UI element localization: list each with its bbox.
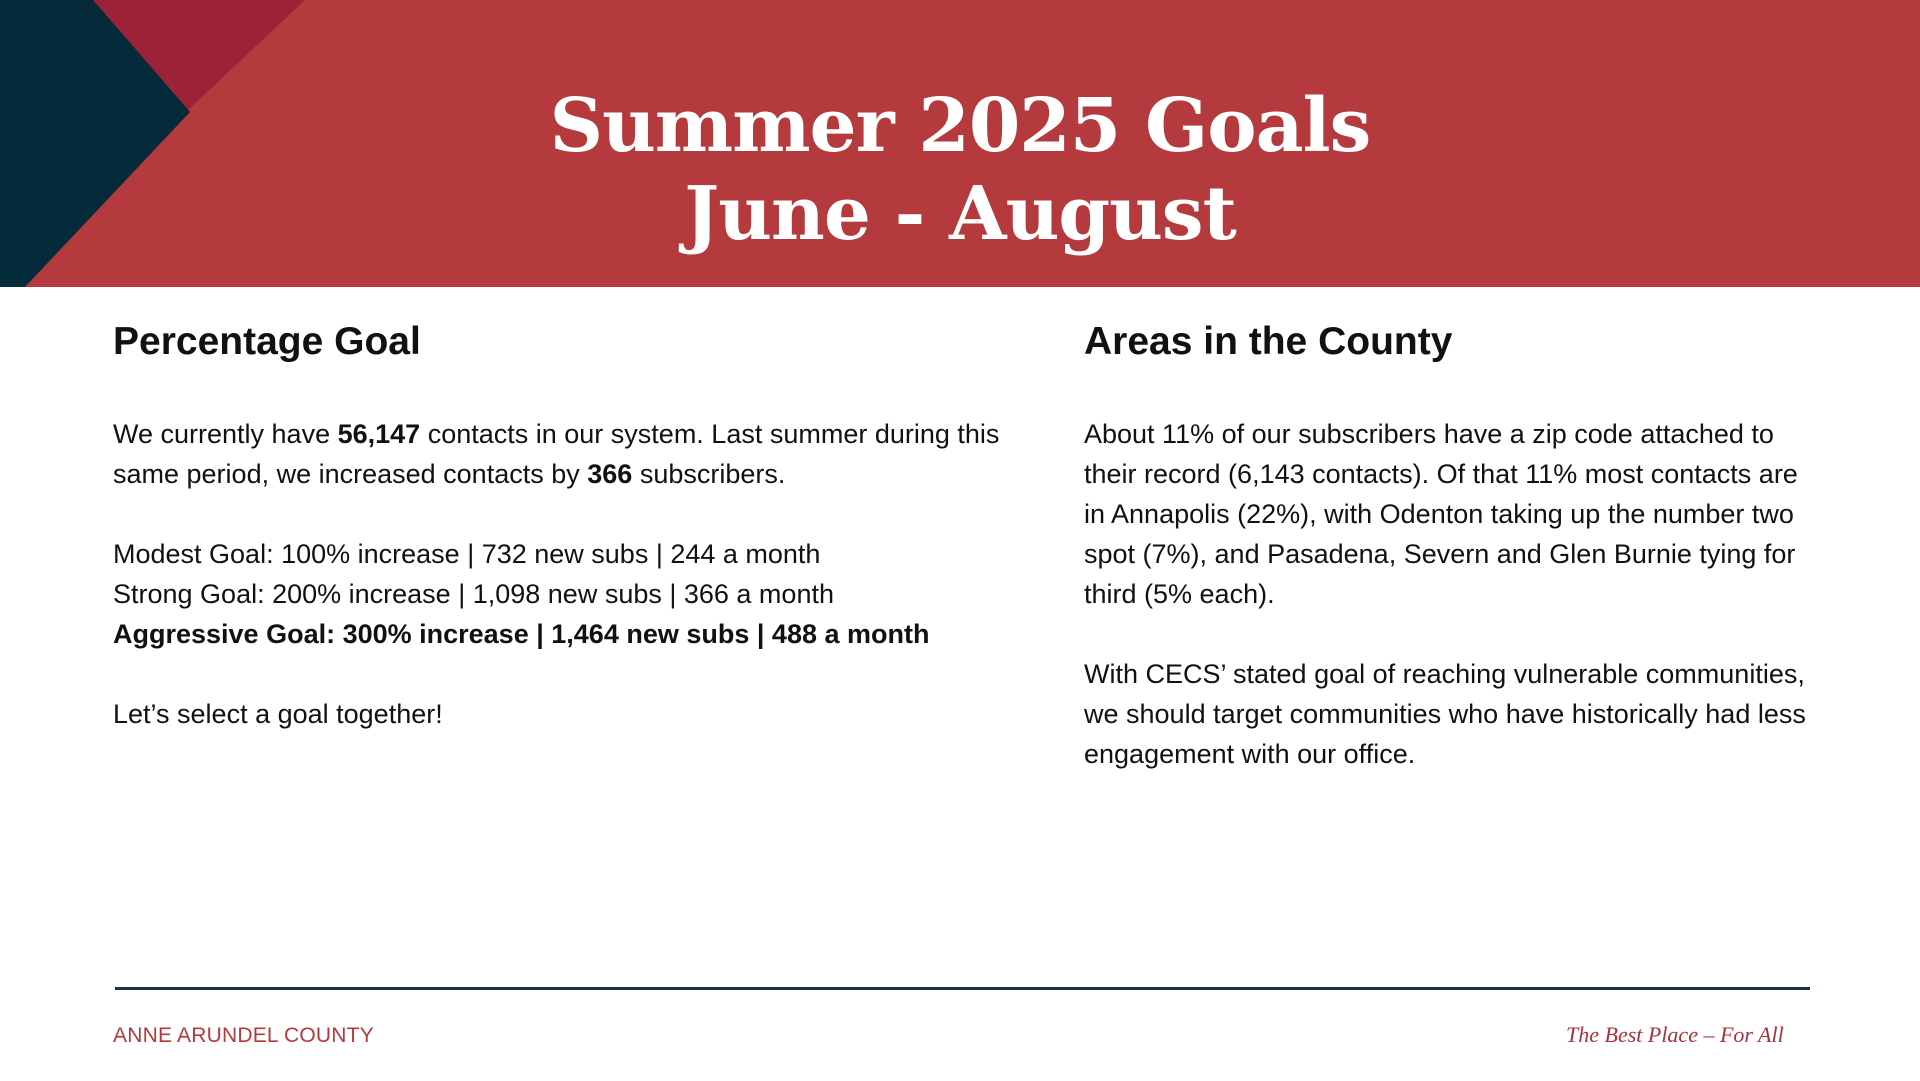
- areas-section: [1084, 310, 1824, 774]
- footer-org-name: ANNE ARUNDEL COUNTY: [113, 1024, 374, 1047]
- strong-goal: Strong Goal: 200% increase | 1,098 new subs | 366 a month: [113, 579, 834, 609]
- footer-tagline: The Best Place – For All: [1566, 1022, 1784, 1047]
- modest-goal: Modest Goal: 100% increase | 732 new subs | 244 a month: [113, 539, 821, 569]
- title-banner: [0, 0, 1920, 287]
- percentage-goal-body: [113, 414, 1013, 734]
- target-communities-paragraph: With CECS’ stated goal of reaching vulnerable communities, we should target communities who have historically had less engagement with our office.: [1084, 659, 1806, 769]
- areas-heading: Areas in the County: [1084, 320, 1453, 363]
- goal-options: [113, 534, 1013, 654]
- goal-closing: Let’s select a goal together!: [113, 699, 443, 729]
- zip-code-paragraph: About 11% of our subscribers have a zip code attached to their record (6,143 contacts). Of that 11% most contacts are in Annapolis (22%), with Odenton taking up the number two spot (7%), and Pasadena, Severn and Glen Burnie tying for third (5% each).: [1084, 419, 1798, 609]
- contacts-intro: We currently have 56,147 contacts in our system. Last summer during this same period, we increased contacts by 366 subscribers.: [113, 419, 1000, 489]
- slide-subtitle: June - August: [684, 171, 1236, 257]
- areas-body: [1084, 414, 1824, 774]
- percentage-goal-heading: Percentage Goal: [113, 320, 421, 363]
- percentage-goal-section: [113, 310, 1013, 734]
- slide-title: Summer 2025 Goals: [549, 83, 1371, 169]
- last-summer-increase: 366: [587, 459, 633, 489]
- contacts-count: 56,147: [337, 419, 421, 449]
- footer-divider: [115, 987, 1810, 990]
- aggressive-goal: Aggressive Goal: 300% increase | 1,464 new subs | 488 a month: [113, 619, 930, 649]
